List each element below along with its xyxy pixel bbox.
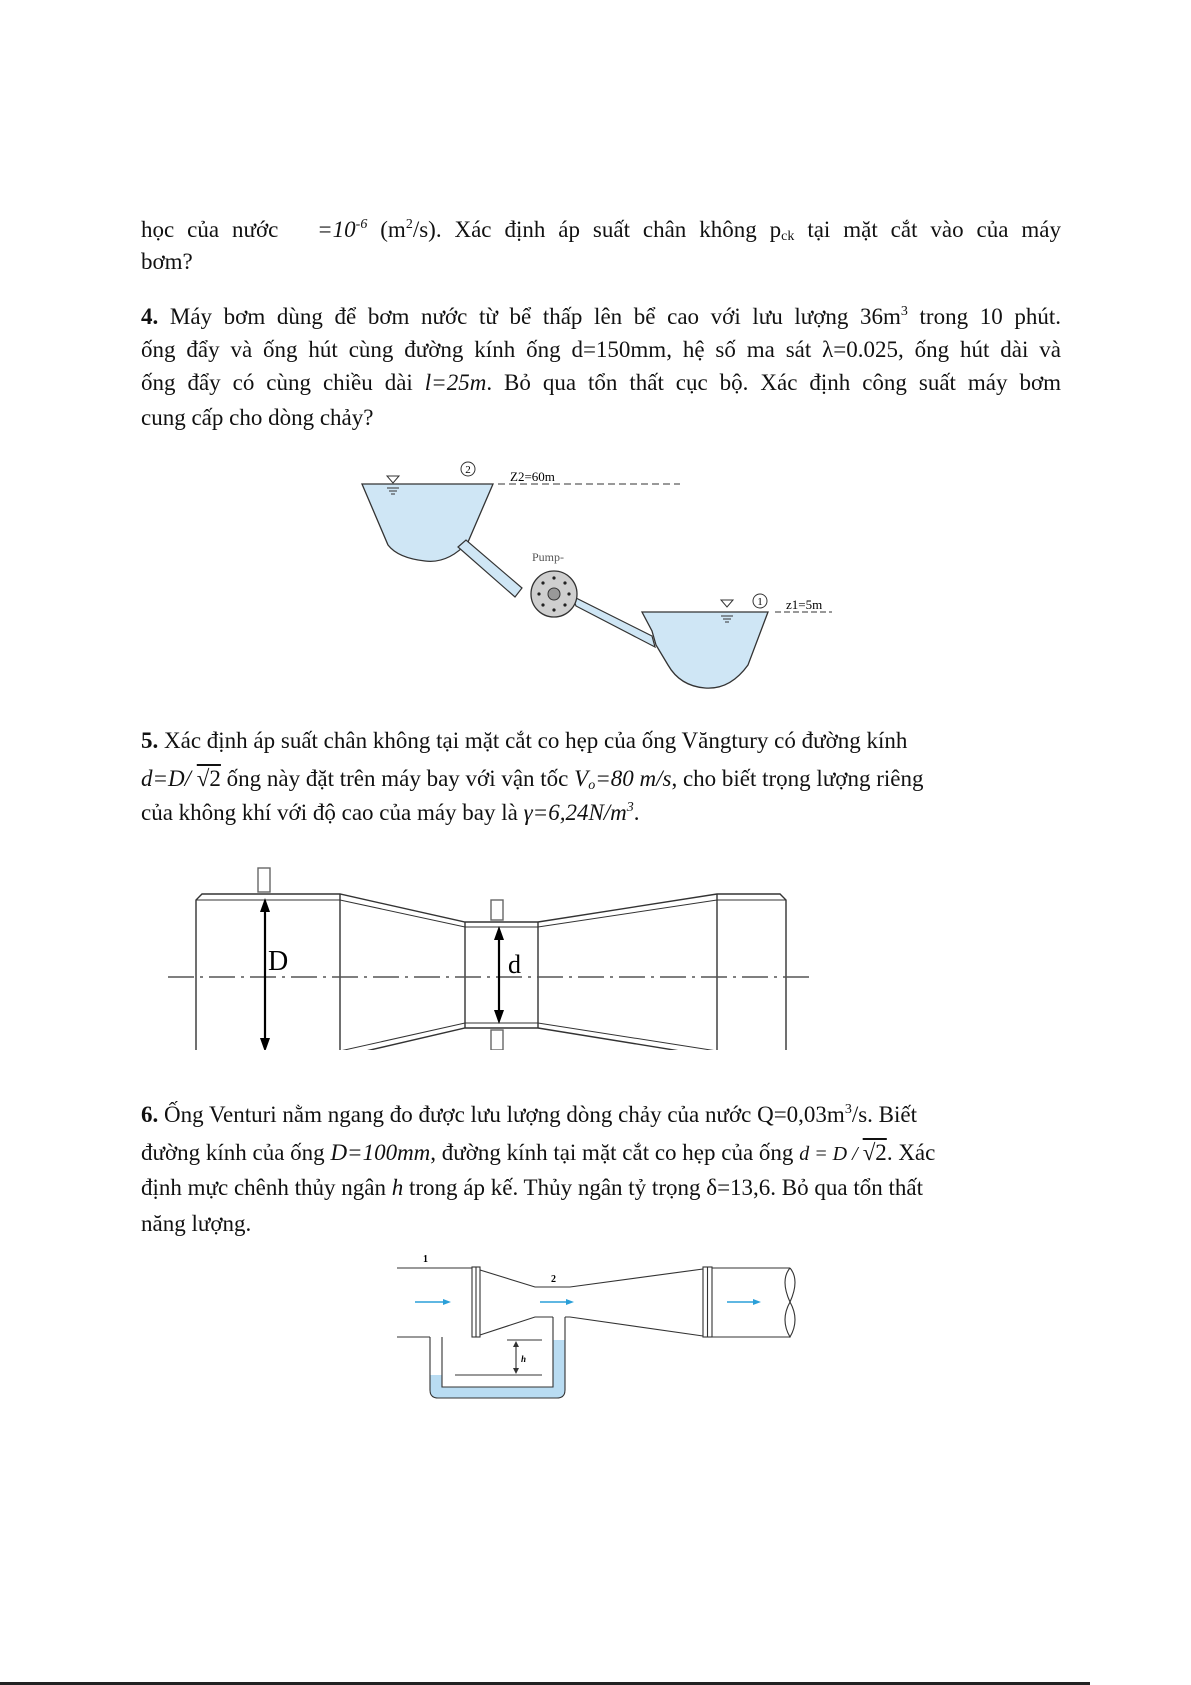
venturi-manometer-figure xyxy=(390,1250,810,1420)
svg-text:1: 1 xyxy=(423,1254,428,1265)
label-d: d xyxy=(508,950,521,979)
pipe-lower xyxy=(572,596,655,647)
problem6-line-2: đường kính của ống D=100mm, đường kính tại mặt cắt co hẹp của ống d = D / √2. Xác xyxy=(141,1140,936,1165)
problem4-line-1: 4. Máy bơm dùng để bơm nước từ bể thấp lên bể cao với lưu lượng $36m^3$ trong 10 phút. xyxy=(141,304,1061,329)
z2-label: Z2=60m xyxy=(510,469,555,484)
z1-label: z1=5m xyxy=(786,597,823,612)
svg-text:h: h xyxy=(521,1354,527,1364)
problem4-line-2: ống đẩy và ống hút cùng đường kính ống d=150mm, hệ số ma sát λ=0.025, ống hút dài và xyxy=(141,337,1061,362)
venturi-tube-figure xyxy=(160,860,830,1050)
problem6-line-1: 6. Ống Venturi nằm ngang đo được lưu lượng dòng chảy của nước $Q=0,03m^3/s$. Biết xyxy=(141,1102,917,1127)
pump-label: Pump- xyxy=(532,550,565,564)
problem4-line-4: cung cấp cho dòng chảy? xyxy=(141,405,374,430)
problem5-line-1: 5. Xác định áp suất chân không tại mặt cắt co hẹp của ống Văngtury có đường kính xyxy=(141,728,908,753)
label-D: D xyxy=(268,946,289,977)
mercury xyxy=(430,1340,565,1398)
pipe-upper xyxy=(458,540,522,597)
svg-text:1: 1 xyxy=(757,596,763,608)
problem6-line-4: năng lượng. xyxy=(141,1211,252,1236)
problem5-line-3: của không khí với độ cao của máy bay là $\gamma=6,24N/m^3$. xyxy=(141,800,640,825)
svg-text:2: 2 xyxy=(551,1274,556,1285)
svg-text:2: 2 xyxy=(465,464,471,476)
problem5-line-2: d=D/ √2 ống này đặt trên máy bay với vận tốc $V_o=80$ m/s, cho biết trọng lượng riêng xyxy=(141,766,924,793)
intro-line-2: bơm? xyxy=(141,249,193,274)
pump-system-figure xyxy=(350,450,850,700)
problem4-line-3: ống đẩy có cùng chiều dài l=25m. Bỏ qua tổn thất cục bộ. Xác định công suất máy bơm xyxy=(141,370,1062,395)
lower-tank xyxy=(642,612,768,688)
intro-line-1: học của nước $=10^{-6}$ $(m^2/s)$. Xác định áp suất chân không $p_{ck}$ tại mặt cắt vào của máy xyxy=(141,217,1061,244)
problem6-line-3: định mực chênh thủy ngân h trong áp kế. Thủy ngân tỷ trọng δ=13,6. Bỏ qua tổn thất xyxy=(141,1175,923,1200)
